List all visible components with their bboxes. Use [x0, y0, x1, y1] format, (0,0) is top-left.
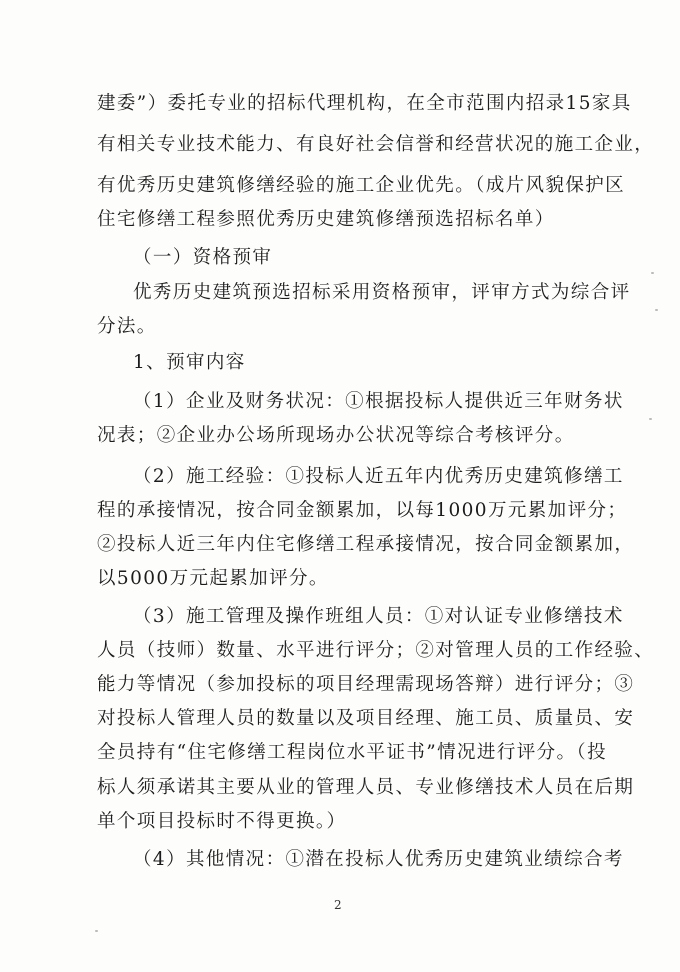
text-line: 以5000万元起累加评分。: [97, 568, 329, 589]
text-line: 人员（技师）数量、水平进行评分；②对管理人员的工作经验、: [97, 640, 655, 661]
text-line: 全员持有“住宅修缮工程岗位水平证书”情况进行评分。（投: [97, 742, 607, 763]
text-line: 对投标人管理人员的数量以及项目经理、施工员、质量员、安: [97, 708, 635, 729]
text-line: （1）企业及财务状况：①根据投标人提供近三年财务状: [133, 391, 624, 412]
text-line: 建委”）委托专业的招标代理机构，在全市范围内招录15家具: [97, 93, 632, 114]
text-line: ②投标人近三年内住宅修缮工程承接情况，按合同金额累加，: [97, 534, 635, 555]
text-line: （3）施工管理及操作班组人员：①对认证专业修缮技术: [133, 606, 624, 627]
text-line: 分法。: [97, 316, 157, 337]
subsection-heading: 1、预审内容: [133, 352, 246, 373]
text-line: 况表；②企业办公场所现场办公状况等综合考核评分。: [97, 425, 575, 446]
scan-speck: [655, 309, 658, 311]
text-line: （2）施工经验：①投标人近五年内优秀历史建筑修缮工: [133, 466, 624, 487]
scan-speck: [651, 272, 654, 274]
text-line: 优秀历史建筑预选招标采用资格预审，评审方式为综合评: [133, 282, 631, 303]
text-line: 有优秀历史建筑修缮经验的施工企业优先。（成片风貌保护区: [97, 175, 626, 196]
scan-speck: [649, 418, 652, 420]
text-line: 标人须承诺其主要从业的管理人员、专业修缮技术人员在后期: [97, 777, 635, 798]
section-heading: （一）资格预审: [133, 247, 273, 268]
text-line: 能力等情况（参加投标的项目经理需现场答辩）进行评分；③: [97, 674, 635, 695]
text-line: （4）其他情况：①潜在投标人优秀历史建筑业绩综合考: [133, 849, 624, 870]
text-line: 有相关专业技术能力、有良好社会信誉和经营状况的施工企业，: [97, 134, 655, 155]
text-line: 程的承接情况，按合同金额累加，以每1000万元累加评分；: [97, 500, 628, 521]
page-number: 2: [334, 898, 342, 912]
text-line: 单个项目投标时不得更换。）: [97, 811, 347, 832]
scan-speck: [95, 930, 98, 932]
text-line: 住宅修缮工程参照优秀历史建筑修缮预选招标名单）: [97, 209, 555, 230]
